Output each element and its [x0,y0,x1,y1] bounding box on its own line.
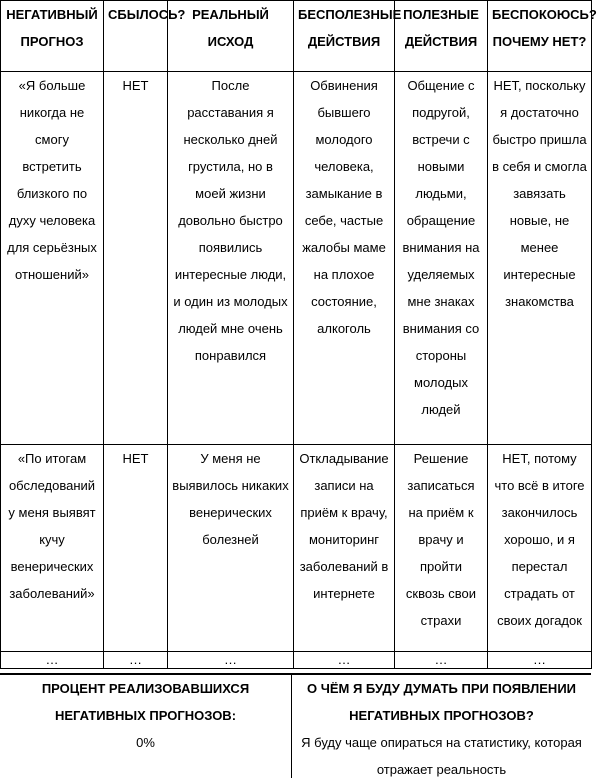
future-thoughts-value: Я буду чаще опираться на статистику, которая отражает реальность [301,735,582,777]
cell-came-true: НЕТ [104,72,168,445]
cell-came-true: НЕТ [104,445,168,652]
cell-forecast: «По итогам обследований у меня выявят кучу венерических заболеваний» [1,445,104,652]
header-real-outcome: РЕАЛЬНЫЙ ИСХОД [168,1,294,72]
header-worry-why-not: БЕСПОКОЮСЬ? ПОЧЕМУ НЕТ? [488,1,592,72]
cell-forecast: «Я больше никогда не смогу встретить близкого по духу человека для серьёзных отношений» [1,72,104,445]
header-useful-actions: ПОЛЕЗНЫЕ ДЕЙСТВИЯ [395,1,488,72]
cell-outcome: У меня не выявилось никаких венерических болезней [168,445,294,652]
ellipsis-cell: … [294,652,395,669]
header-negative-forecast: НЕГАТИВНЫЙ ПРОГНОЗ [1,1,104,72]
cell-useful-actions: Решение записаться на приём к врачу и пройти сквозь свои страхи [395,445,488,652]
header-came-true: СБЫЛОСЬ? [104,1,168,72]
ellipsis-cell: … [168,652,294,669]
ellipsis-cell: … [104,652,168,669]
cell-useless-actions: Откладывание записи на приём к врачу, мониторинг заболеваний в интернете [294,445,395,652]
table-row [1,445,592,652]
ellipsis-cell: … [1,652,104,669]
table-row [1,72,592,445]
header-useless-actions: БЕСПОЛЕЗНЫЕ ДЕЙСТВИЯ [294,1,395,72]
ellipsis-cell: … [395,652,488,669]
future-thoughts-title: О ЧЁМ Я БУДУ ДУМАТЬ ПРИ ПОЯВЛЕНИИ НЕГАТИВНЫХ ПРОГНОЗОВ? [306,681,577,723]
cell-outcome: После расставания я несколько дней грустила, но в моей жизни довольно быстро появились интересные люди, и один из молодых людей мне очень понравился [168,72,294,445]
table-row-ellipsis [1,652,592,669]
summary-footer [0,673,591,778]
cell-worry: НЕТ, потому что всё в итоге закончилось хорошо, и я перестал страдать от своих догадок [488,445,592,652]
cell-worry: НЕТ, поскольку я достаточно быстро пришла в себя и смогла завязать новые, не менее интересные знакомства [488,72,592,445]
realized-percent-block [0,675,292,778]
cell-useless-actions: Обвинения бывшего молодого человека, замыкание в себе, частые жалобы маме на плохое состояние, алкоголь [294,72,395,445]
table-header-row [1,1,592,72]
realized-percent-value: 0% [136,735,155,750]
realized-percent-title: ПРОЦЕНТ РЕАЛИЗОВАВШИХСЯ НЕГАТИВНЫХ ПРОГНОЗОВ: [41,681,250,723]
future-thoughts-block [292,675,591,778]
ellipsis-cell: … [488,652,592,669]
cell-useful-actions: Общение с подругой, встречи с новыми людьми, обращение внимания на уделяемых мне знаках внимания со стороны молодых людей [395,72,488,445]
